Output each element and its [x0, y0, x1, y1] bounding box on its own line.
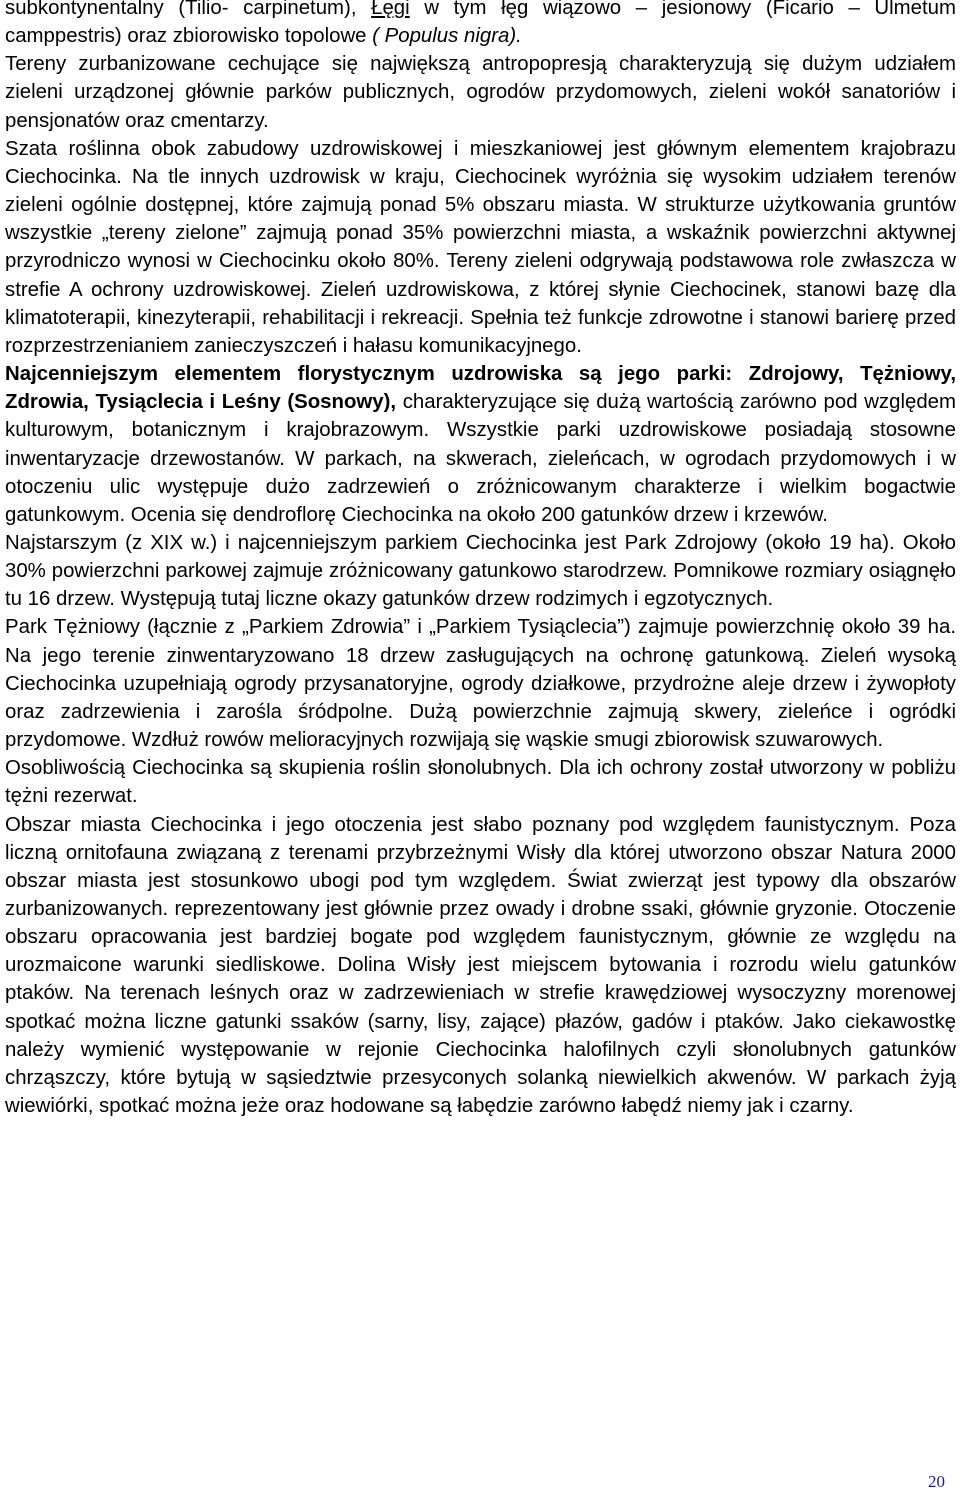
bold-lead: Najcenniejszym elementem florystycznym uzdrowiska są jego parki: Zdrojowy, Tężniowy, Zdrowia, Tysiąclecia i Leśny (Sosnowy), — [5, 363, 956, 414]
paragraph-7: Osobliwością Ciechocinka są skupienia roślin słonolubnych. Dla ich ochrony został utworzony w pobliżu tężni rezerwat. — [5, 757, 956, 808]
text-run: subkontynentalny (Tilio- carpinetum), — [5, 0, 372, 19]
document-body — [5, 0, 956, 1120]
paragraph-8: Obszar miasta Ciechocinka i jego otoczenia jest słabo poznany pod względem faunistycznym. Poza liczną ornitofauna związaną z terenami przybrzeżnymi Wisły dla której utworzono obszar Natura 2000 obszar miasta jest stosunkowo ubogi pod tym względem. Świat zwierząt jest typowy dla obszarów zurbanizowanych. reprezentowany jest głównie przez owady i drobne ssaki, głównie gryzonie. Otoczenie obszaru opracowania jest bardziej bogate pod względem faunistycznym, głównie ze względu na urozmaicone warunki siedliskowe. Dolina Wisły jest miejscem bytowania i rozrodu wielu gatunków ptaków. Na terenach leśnych oraz w zadrzewieniach w strefie krawędziowej wysoczyzny morenowej spotkać można liczne gatunki ssaków (sarny, lisy, zające) płazów, gadów i ptaków. Jako ciekawostkę należy wymienić występowanie w rejonie Ciechocinka halofilnych czyli słonolubnych gatunków chrząszczy, które bytują w sąsiedztwie przesyconych solanką niewielkich akwenów. W parkach żyją wiewiórki, spotkać można jeże oraz hodowane są łabędzie zarówno łabędź niemy jak i czarny. — [5, 813, 956, 1118]
paragraph-3: Szata roślinna obok zabudowy uzdrowiskowej i mieszkaniowej jest głównym elementem krajobrazu Ciechocinka. Na tle innych uzdrowisk w kraju, Ciechocinek wyróżnia się wysokim udziałem terenów zieleni ogólnie dostępnej, które zajmują ponad 5% obszaru miasta. W strukturze użytkowania gruntów wszystkie „tereny zielone” zajmują ponad 35% powierzchni miasta, a wskaźnik powierzchni aktywnej przyrodniczo wynosi w Ciechocinku około 80%. Tereny zieleni odgrywają podstawowa role zwłaszcza w strefie A ochrony uzdrowiskowej. Zieleń uzdrowiskowa, z której słynie Ciechocinek, stanowi bazę dla klimatoterapii, kinezyterapii, rehabilitacji i rekreacji. Spełnia też funkcje zdrowotne i stanowi barierę przed rozprzestrzenianiem zanieczyszczeń i hałasu komunikacyjnego. — [5, 137, 956, 357]
underlined-term: Łęgi — [371, 0, 410, 19]
page-number: 20 — [928, 1472, 945, 1491]
text-run: w tym łęg wiązowo – jesionowy (Ficario – Ulmetum camppestris) oraz zbiorowisko topolowe — [5, 0, 957, 48]
paragraph-5: Najstarszym (z XIX w.) i najcenniejszym parkiem Ciechocinka jest Park Zdrojowy (około 19 ha). Około 30% powierzchni parkowej zajmuje zróżnicowany gatunkowo starodrzew. Pomnikowe rozmiary osiągnęło tu 16 drzew. Występują tutaj liczne okazy gatunków drzew rodzimych i egzotycznych. — [5, 531, 956, 611]
paragraph-1 — [5, 0, 956, 50]
italic-term: ( Populus nigra). — [372, 25, 522, 48]
paragraph-4 — [5, 360, 956, 529]
paragraph-2: Tereny zurbanizowane cechujące się największą antropopresją charakteryzują się dużym udziałem zieleni urządzonej głównie parków publicznych, ogrodów przydomowych, zieleni wokół sanatoriów i pensjonatów oraz cmentarzy. — [5, 53, 956, 132]
paragraph-6: Park Tężniowy (łącznie z „Parkiem Zdrowia” i „Parkiem Tysiąclecia”) zajmuje powierzchnię około 39 ha. Na jego terenie zinwentaryzowano 18 drzew zasługujących na ochronę gatunkową. Zieleń wysoką Ciechocinka uzupełniają ogrody przysanatoryjne, ogrody działkowe, przydrożne aleje drzew i żywopłoty oraz zadrzewienia i zarośla śródpolne. Dużą powierzchnie zajmują skwery, zieleńce i ogródki przydomowe. Wzdłuż rowów melioracyjnych rozwijają się wąskie smugi zbiorowisk szuwarowych. — [5, 616, 956, 752]
text-run: charakteryzujące się dużą wartością zarówno pod względem kulturowym, botanicznym i krajobrazowym. Wszystkie parki uzdrowiskowe posiadają stosowne inwentaryzacje drzewostanów. W parkach, na skwerach, zieleńcach, w ogrodach przydomowych i w otoczeniu ulic występuje dużo zadrzewień o zróżnicowanym charakterze i wielkim bogactwie gatunkowym. Ocenia się dendroflorę Ciechocinka na około 200 gatunków drzew i krzewów. — [5, 391, 956, 526]
